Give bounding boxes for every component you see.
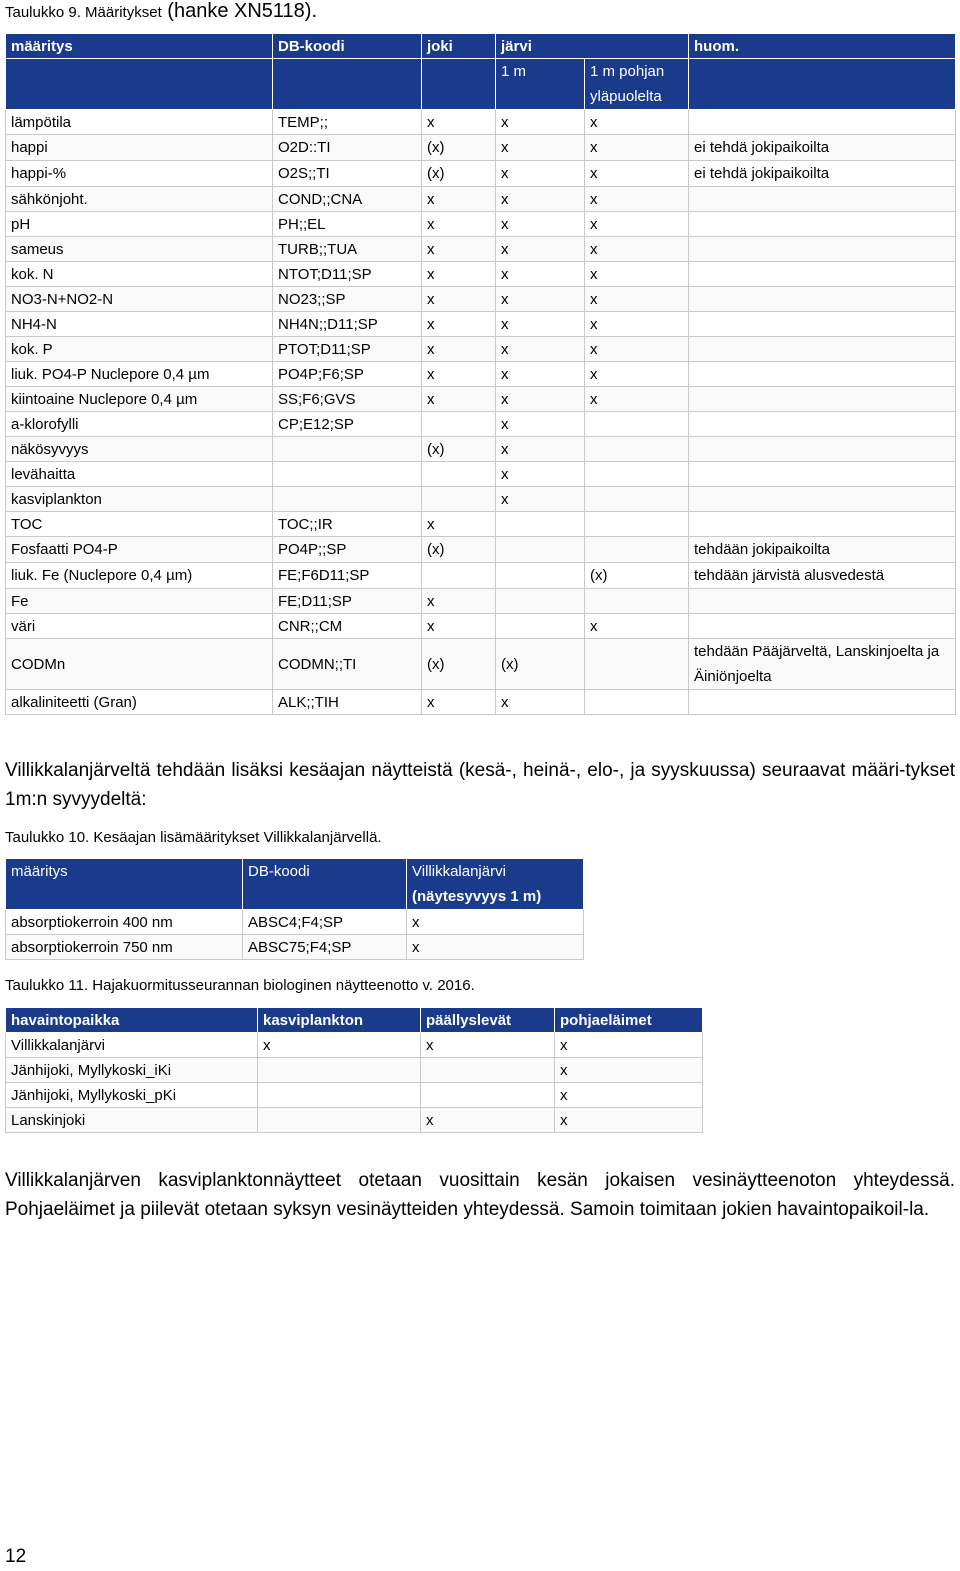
table9-cell: NTOT;D11;SP	[273, 262, 422, 287]
table9-cell	[585, 690, 689, 715]
table9-row	[6, 161, 956, 187]
table9	[5, 33, 956, 715]
table11-header-site: havaintopaikka	[6, 1008, 258, 1033]
table9-cell: x	[585, 262, 689, 287]
table9-subheader-empty	[6, 59, 273, 110]
table9-cell: PH;;EL	[273, 212, 422, 237]
table9-cell	[689, 287, 956, 312]
table9-row	[6, 487, 956, 512]
table9-cell: liuk. Fe (Nuclepore 0,4 µm)	[6, 563, 273, 589]
table9-body	[6, 110, 956, 715]
table9-cell: NO23;;SP	[273, 287, 422, 312]
table9-cell: näkösyvyys	[6, 437, 273, 462]
table9-cell: sähkönjoht.	[6, 187, 273, 212]
table9-row	[6, 639, 956, 690]
table9-cell: x	[585, 362, 689, 387]
table9-cell: tehdään jokipaikoilta	[689, 537, 956, 563]
table9-header-joki: joki	[422, 34, 496, 59]
table9-subheader-1m: 1 m	[496, 59, 585, 110]
table9-cell: O2S;;TI	[273, 161, 422, 187]
table9-row	[6, 287, 956, 312]
table9-row	[6, 262, 956, 287]
table10-header-site-name: Villikkalanjärvi	[412, 863, 506, 880]
table9-cell: kasviplankton	[6, 487, 273, 512]
table9-cell: x	[422, 237, 496, 262]
table9-cell	[273, 487, 422, 512]
table11-cell: Lanskinjoki	[6, 1108, 258, 1133]
table11-caption: Taulukko 11. Hajakuormitusseurannan biologinen näytteenotto v. 2016.	[5, 977, 475, 994]
table9-row	[6, 512, 956, 537]
table9-cell: x	[496, 362, 585, 387]
table9-cell: x	[496, 212, 585, 237]
table9-cell	[496, 537, 585, 563]
table9-row	[6, 563, 956, 589]
table9-cell: x	[585, 135, 689, 161]
table9-cell: x	[496, 110, 585, 135]
table9-cell: x	[496, 135, 585, 161]
table9-cell	[422, 487, 496, 512]
table9-cell: O2D::TI	[273, 135, 422, 161]
table9-cell	[689, 614, 956, 639]
table9-cell: x	[496, 161, 585, 187]
table9-cell: x	[585, 187, 689, 212]
table9-row	[6, 337, 956, 362]
table9-cell: x	[585, 614, 689, 639]
table9-header-jarvi: järvi	[496, 34, 689, 59]
table10-row	[6, 935, 584, 960]
table9-cell	[496, 512, 585, 537]
table11-header-benthos: pohjaeläimet	[555, 1008, 703, 1033]
table9-cell	[422, 563, 496, 589]
table9-cell: x	[585, 212, 689, 237]
table9-row	[6, 412, 956, 437]
table9-cell	[689, 187, 956, 212]
table9-cell: ALK;;TIH	[273, 690, 422, 715]
table9-row	[6, 437, 956, 462]
table9-cell: x	[422, 312, 496, 337]
table9-caption	[5, 0, 317, 23]
table9-cell: happi	[6, 135, 273, 161]
table9-cell: x	[496, 237, 585, 262]
table9-cell: x	[496, 287, 585, 312]
table9-cell	[273, 437, 422, 462]
table9-row	[6, 187, 956, 212]
table9-row	[6, 237, 956, 262]
table9-cell: PTOT;D11;SP	[273, 337, 422, 362]
table9-cell	[689, 337, 956, 362]
table9-cell	[689, 437, 956, 462]
table9-row	[6, 312, 956, 337]
table10-cell: absorptiokerroin 400 nm	[6, 910, 243, 935]
table9-cell: ei tehdä jokipaikoilta	[689, 135, 956, 161]
table9-cell	[422, 462, 496, 487]
table11-row	[6, 1083, 703, 1108]
table9-cell: x	[496, 412, 585, 437]
table9-cell: happi-%	[6, 161, 273, 187]
table11-cell: x	[555, 1108, 703, 1133]
table9-cell: (x)	[422, 437, 496, 462]
table9-cell: ei tehdä jokipaikoilta	[689, 161, 956, 187]
table9-cell	[585, 512, 689, 537]
table9-row	[6, 212, 956, 237]
table9-cell	[689, 110, 956, 135]
table10-cell: x	[407, 910, 584, 935]
page-number: 12	[5, 1546, 27, 1567]
table9-row	[6, 387, 956, 412]
table9-cell: (x)	[496, 639, 585, 690]
table9-cell	[689, 362, 956, 387]
table9-cell: x	[422, 187, 496, 212]
table9-cell: CODMn	[6, 639, 273, 690]
table9-cell: TOC	[6, 512, 273, 537]
table9-cell	[585, 437, 689, 462]
table9-caption-main: Taulukko 9. Määritykset	[5, 4, 162, 21]
table9-cell	[689, 262, 956, 287]
table9-cell: x	[422, 690, 496, 715]
table9-cell: kok. P	[6, 337, 273, 362]
table9-cell	[689, 462, 956, 487]
table9-cell	[689, 387, 956, 412]
table9-cell	[689, 690, 956, 715]
table9-cell: x	[496, 462, 585, 487]
table9-cell: x	[422, 589, 496, 614]
table9-row	[6, 362, 956, 387]
table10-header-site-depth: (näytesyvyys 1 m)	[412, 888, 542, 905]
table10-header-maaritys: määritys	[6, 859, 243, 910]
table9-cell: sameus	[6, 237, 273, 262]
table9-cell: x	[496, 187, 585, 212]
table10-cell: ABSC75;F4;SP	[243, 935, 407, 960]
table9-cell: tehdään Pääjärveltä, Lanskinjoelta ja Äiniönjoelta	[689, 639, 956, 690]
table9-cell: x	[496, 312, 585, 337]
table10-cell: absorptiokerroin 750 nm	[6, 935, 243, 960]
table11-cell	[421, 1058, 555, 1083]
table11-cell	[258, 1058, 421, 1083]
table9-cell	[689, 312, 956, 337]
table9-cell	[585, 462, 689, 487]
table9-cell: tehdään järvistä alusvedestä	[689, 563, 956, 589]
table9-cell	[585, 487, 689, 512]
table9-cell: TEMP;;	[273, 110, 422, 135]
table10-header-site	[407, 859, 584, 910]
table9-cell	[585, 639, 689, 690]
table9-cell	[689, 412, 956, 437]
table11-cell: Villikkalanjärvi	[6, 1033, 258, 1058]
table9-cell: Fosfaatti PO4-P	[6, 537, 273, 563]
table10-cell: x	[407, 935, 584, 960]
table9-row	[6, 135, 956, 161]
table9-row	[6, 537, 956, 563]
table9-cell: PO4P;F6;SP	[273, 362, 422, 387]
table9-cell	[585, 589, 689, 614]
table9-cell: kok. N	[6, 262, 273, 287]
table9-cell: CODMN;;TI	[273, 639, 422, 690]
table9-cell: kiintoaine Nuclepore 0,4 µm	[6, 387, 273, 412]
table9-cell	[689, 237, 956, 262]
table9-cell: x	[496, 262, 585, 287]
table9-header-huom: huom.	[689, 34, 956, 59]
table10-header-dbkoodi: DB-koodi	[243, 859, 407, 910]
table9-cell	[273, 462, 422, 487]
table9-cell: (x)	[422, 161, 496, 187]
table9-cell: NH4-N	[6, 312, 273, 337]
table9-cell: COND;;CNA	[273, 187, 422, 212]
table11-cell: Jänhijoki, Myllykoski_pKi	[6, 1083, 258, 1108]
table11-header-phytoplankton: kasviplankton	[258, 1008, 421, 1033]
table10	[5, 858, 584, 960]
table10-body	[6, 910, 584, 960]
table9-cell	[585, 412, 689, 437]
table9-cell: x	[422, 212, 496, 237]
table11-body	[6, 1033, 703, 1133]
table9-header-maaritys: määritys	[6, 34, 273, 59]
table9-cell	[496, 589, 585, 614]
table11	[5, 1007, 703, 1133]
table11-cell: x	[555, 1058, 703, 1083]
table10-cell: ABSC4;F4;SP	[243, 910, 407, 935]
table11-cell: x	[421, 1033, 555, 1058]
table9-cell: x	[585, 387, 689, 412]
table9-cell: NH4N;;D11;SP	[273, 312, 422, 337]
table9-cell: x	[585, 237, 689, 262]
table11-cell	[258, 1108, 421, 1133]
table9-row	[6, 110, 956, 135]
table10-caption: Taulukko 10. Kesäajan lisämääritykset Villikkalanjärvellä.	[5, 829, 382, 846]
table9-cell: liuk. PO4-P Nuclepore 0,4 µm	[6, 362, 273, 387]
table10-row	[6, 910, 584, 935]
table9-cell	[496, 563, 585, 589]
table9-subheader-empty	[422, 59, 496, 110]
table9-row	[6, 690, 956, 715]
table11-cell: x	[555, 1083, 703, 1108]
table9-cell	[689, 212, 956, 237]
table9-row	[6, 589, 956, 614]
table9-cell: x	[496, 387, 585, 412]
table9-cell: väri	[6, 614, 273, 639]
table9-cell: a-klorofylli	[6, 412, 273, 437]
table9-cell	[689, 589, 956, 614]
table11-cell: x	[555, 1033, 703, 1058]
table9-cell: CP;E12;SP	[273, 412, 422, 437]
table9-cell: PO4P;;SP	[273, 537, 422, 563]
table9-cell: x	[422, 287, 496, 312]
table9-cell: x	[422, 110, 496, 135]
table9-cell: x	[422, 337, 496, 362]
table9-cell: NO3-N+NO2-N	[6, 287, 273, 312]
table9-cell: (x)	[585, 563, 689, 589]
table9-cell: x	[422, 362, 496, 387]
table9-cell: x	[422, 614, 496, 639]
table9-cell: x	[496, 337, 585, 362]
table9-cell: x	[496, 690, 585, 715]
table9-cell	[689, 512, 956, 537]
table11-cell	[258, 1083, 421, 1108]
table9-cell: CNR;;CM	[273, 614, 422, 639]
table11-header-periphyton: päällyslevät	[421, 1008, 555, 1033]
table9-subheader-bottom: 1 m pohjan yläpuolelta	[585, 59, 689, 110]
table9-cell: FE;D11;SP	[273, 589, 422, 614]
table9-caption-project: (hanke XN5118).	[161, 0, 318, 22]
table9-cell: x	[422, 512, 496, 537]
table9-cell: x	[422, 387, 496, 412]
table11-cell: x	[258, 1033, 421, 1058]
table9-cell: Fe	[6, 589, 273, 614]
table9-subheader-empty	[273, 59, 422, 110]
table11-cell	[421, 1083, 555, 1108]
table9-cell: alkaliniteetti (Gran)	[6, 690, 273, 715]
table9-cell: x	[585, 312, 689, 337]
table11-cell: x	[421, 1108, 555, 1133]
table9-cell: TURB;;TUA	[273, 237, 422, 262]
table11-row	[6, 1058, 703, 1083]
table9-cell: (x)	[422, 135, 496, 161]
table11-row	[6, 1033, 703, 1058]
table9-cell: x	[422, 262, 496, 287]
table9-cell: FE;F6D11;SP	[273, 563, 422, 589]
table9-cell	[689, 487, 956, 512]
table9-cell: x	[585, 110, 689, 135]
table9-cell	[585, 537, 689, 563]
table9-cell: (x)	[422, 639, 496, 690]
paragraph-summer-intro: Villikkalanjärveltä tehdään lisäksi kesäajan näytteistä (kesä-, heinä-, elo-, ja syyskuussa) seuraavat määri-tykset 1m:n syvyydeltä:	[5, 760, 955, 810]
table9-header-dbkoodi: DB-koodi	[273, 34, 422, 59]
table9-cell	[422, 412, 496, 437]
table9-cell: x	[585, 337, 689, 362]
table9-cell: lämpötila	[6, 110, 273, 135]
table9-cell: x	[496, 437, 585, 462]
table9-cell: SS;F6;GVS	[273, 387, 422, 412]
table9-cell: levähaitta	[6, 462, 273, 487]
table9-row	[6, 614, 956, 639]
table9-cell: x	[585, 287, 689, 312]
table9-cell: x	[496, 487, 585, 512]
table9-cell: x	[585, 161, 689, 187]
paragraph-sampling: Villikkalanjärven kasviplanktonnäytteet otetaan vuosittain kesän jokaisen vesinäytteenoton yhteydessä. Pohjaeläimet ja piilevät otetaan syksyn vesinäytteiden yhteydessä. Samoin toimitaan jokien havaintopaikoil-la.	[5, 1170, 955, 1220]
table11-row	[6, 1108, 703, 1133]
table9-cell	[496, 614, 585, 639]
table9-cell: pH	[6, 212, 273, 237]
table9-cell: TOC;;IR	[273, 512, 422, 537]
table9-row	[6, 462, 956, 487]
table11-cell: Jänhijoki, Myllykoski_iKi	[6, 1058, 258, 1083]
table9-cell: (x)	[422, 537, 496, 563]
table9-subheader-empty	[689, 59, 956, 110]
